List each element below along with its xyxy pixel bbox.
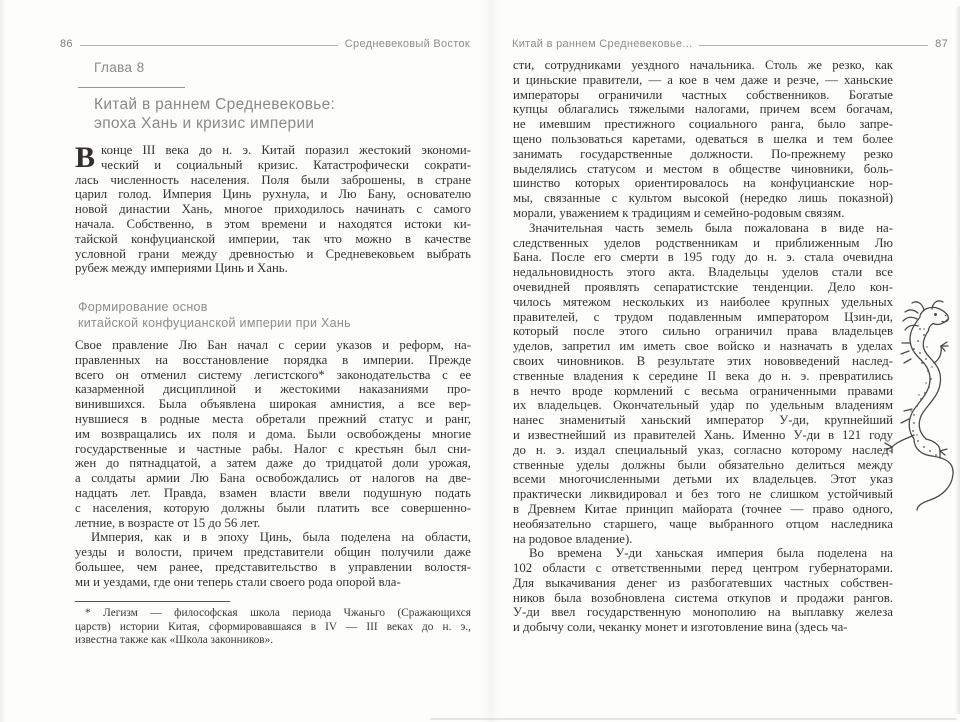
text-line: шинство которых ориентировалось на конфуцианские нор-: [513, 176, 893, 191]
footnote-separator-rule: [75, 601, 230, 602]
left-running-head: [60, 38, 470, 50]
text-line: своих чиновников. В результате этих нововведений наслед-: [513, 353, 893, 368]
text-line: ников была возобновлена система откупов и продажи рангов.: [513, 590, 893, 605]
text-line: Бана. После его смерти в 195 году до н. э. стала очевидна: [513, 250, 893, 265]
text-line: ственные владения к середине II века до н. э. превратились: [513, 368, 893, 383]
text-line: казарменной дисциплиной и жестокими наказаниями про-: [75, 382, 471, 397]
text-line: и циньские правители, — а кое в чем даже и резче, — ханьские: [513, 72, 893, 87]
text-line: и добычу соли, чеканку монет и изготовление вина (здесь ча-: [513, 620, 848, 635]
right-running-head: [512, 38, 948, 50]
section-heading-line2: китайской конфуцианской империи при Хань: [78, 316, 351, 330]
text-line: выделялись статусом и местом в обществе чиновники, боль-: [513, 161, 893, 176]
text-line: щено пользоваться каретами, одеваться в шелка и тем более: [513, 131, 893, 146]
text-line: Во времена У-ди ханьская империя была поделена на: [529, 546, 893, 561]
dropcap-letter: В: [75, 141, 96, 174]
text-line: им возвращались их поля и дома. Были освобождены многие: [75, 426, 471, 441]
text-line: купцы облагались тяжелыми налогами, причем всем богачам,: [513, 102, 893, 117]
text-line: правителей, с трудом подавленным императором Цзин-ди,: [513, 309, 893, 324]
text-line: Свое правление Лю Бан начал с серии указов и реформ, на-: [75, 338, 471, 352]
text-line: а солдаты армии Лю Бана освобождались от налогов на две-: [75, 471, 471, 486]
text-line: морали, уважением к традициям и семейно-родовым связям.: [513, 205, 845, 220]
text-line: ческий и социальный кризис. Катастрофически сократи-: [101, 157, 471, 172]
text-line: занимать государственные должности. По-прежнему резко: [513, 146, 893, 161]
text-line: условной грани между древностью и Средневековьем выбрать: [75, 246, 471, 261]
text-line: нанес знаменитый ханьский император У-ди, крупнейший: [513, 413, 893, 428]
text-line: надцать лет. Правда, взамен власти ввели подушную подать: [75, 485, 471, 500]
left-running-title: Средневековый Восток: [344, 38, 470, 50]
text-line: недальновидность этого акта. Владельцы уделов стали все: [513, 265, 893, 280]
text-line: конце III века до н. э. Китай поразил жестокий экономи-: [101, 143, 471, 157]
left-page-number: 86: [60, 38, 73, 50]
right-running-title: Китай в раннем Средневековье...: [512, 38, 693, 50]
text-line: не имевшим престижного социального ранга, было запре-: [513, 117, 893, 132]
chapter-title: [94, 95, 454, 133]
chapter-label-underline: [78, 87, 185, 88]
paragraph: [75, 143, 471, 276]
scan-edge-bottom: [430, 718, 957, 720]
text-line: новой династии Хань, многое приходилось начинать с самого: [75, 202, 471, 217]
text-line: уделов, запретил им иметь свое войско и назначать в уделах: [513, 339, 893, 354]
text-line: * Легизм — философская школа периода Чжаньго (Сражающихся: [85, 607, 471, 619]
text-line: царств) истории Китая, сформировавшаяся в IV — III веках до н. э.,: [75, 620, 471, 633]
right-body-text: [513, 58, 893, 635]
text-line: очевидней проявлять сепаратистские тенденции. Дело кон-: [513, 279, 893, 294]
text-line: мы, связанные с культом высокой (нередко лишь показной): [513, 191, 893, 206]
text-line: их владельцев. Окончательный удар по удельным владениям: [513, 398, 893, 413]
text-line: на родовое владение).: [513, 531, 633, 546]
text-line: и известнейший из правителей Хань. Именно У-ди в 121 году: [513, 427, 893, 442]
text-line: необязательно старшего, чаще выбранного отцом наследника: [513, 516, 893, 531]
text-line: сти, сотрудниками уездного начальника. Столь же резко, как: [513, 58, 893, 72]
text-line: царил голод. Империя Цинь рухнула, и Лю Бану, основателю: [75, 187, 471, 202]
text-line: с населения, которую должны были платить все совершенно-: [75, 500, 471, 515]
text-line: в нечто вроде кормлений с весьма ограниченными правами: [513, 383, 893, 398]
text-line: У-ди ввел государственную монополию на выплавку железа: [513, 605, 893, 620]
text-line: винившихся. Была объявлена широкая амнистия, а все вер-: [75, 397, 471, 412]
text-line: который после этого сильно ограничил права владельцев: [513, 324, 893, 339]
text-line: большее, чем ранее, представительство в управлении волостя-: [75, 559, 471, 574]
paragraph: [75, 530, 471, 589]
paragraph: [513, 221, 893, 547]
text-line: практически ликвидировал и без того не слишком устойчивый: [513, 487, 893, 502]
text-line: уезды и волости, причем представители общин получили даже: [75, 545, 471, 560]
text-line: лась численность населения. Поля были заброшены, в стране: [75, 172, 471, 187]
text-line: жен до пятнадцатой, а затем даже до тридцатой доли урожая,: [75, 456, 471, 471]
text-line: императоры ограничили частных собственников. Богатые: [513, 87, 893, 102]
chapter-title-line2: эпоха Хань и кризис империи: [94, 115, 315, 132]
text-line: рубеж между империями Цинь и Хань.: [75, 261, 288, 276]
text-line: Значительная часть земель была пожалована в виде на-: [529, 220, 893, 235]
text-line: Для выкачивания денег из разбогатевших частных собствен-: [513, 575, 893, 590]
book-gutter: [480, 0, 502, 722]
text-line: известна также как «Школа законников».: [75, 634, 274, 647]
text-line: всего он отменил систему легистского* законодательства с ее: [75, 367, 471, 382]
text-line: государственные и частные рабы. Налог с крестьян был сни-: [75, 441, 471, 456]
text-line: тайской конфуцианской империи, так что можно в качестве: [75, 231, 471, 246]
text-line: Империя, как и в эпоху Цинь, была поделена на области,: [91, 530, 471, 545]
scan-edge-left: [0, 0, 6, 722]
text-line: правленных на восстановление порядка в империи. Прежде: [75, 352, 471, 367]
text-line: ственные уделы должны были обязательно делиться между: [513, 457, 893, 472]
text-line: ми и уездами, где они теперь стали своего рода опорой вла-: [75, 574, 401, 589]
text-line: нувшиеся в родные места обретали прежний статус и ранг,: [75, 411, 471, 426]
chinese-dragon-illustration: [884, 299, 958, 515]
section-heading: [78, 299, 470, 331]
right-page-number: 87: [935, 38, 948, 50]
footnote: [75, 607, 471, 648]
left-body-text: [75, 338, 471, 590]
chapter-title-line1: Китай в раннем Средневековье:: [94, 96, 336, 113]
text-line: летние, в возрасте от 15 до 56 лет.: [75, 515, 261, 530]
paragraph: [513, 58, 893, 221]
chapter-label: Глава 8: [94, 60, 145, 75]
text-line: до н. э. издал специальный указ, согласно которому наслед-: [513, 442, 893, 457]
section-heading-line1: Формирование основ: [78, 300, 208, 314]
text-line: чилось мятежом нескольких из наиболее крупных удельных: [513, 294, 893, 309]
text-line: 102 области с ответственными перед центром губернаторами.: [513, 561, 893, 576]
left-running-head-rule: [80, 45, 338, 46]
paragraph: [513, 546, 893, 635]
left-paragraph-1: [75, 143, 471, 276]
paragraph: [75, 338, 471, 530]
dragon-line-art: [884, 299, 958, 515]
text-line: следственных уделов родственникам и приближенным Лю: [513, 235, 893, 250]
text-line: всеми многочисленными детьми их владельцев. Этот указ: [513, 472, 893, 487]
right-running-head-rule: [699, 45, 928, 46]
text-line: начала. Собственно, в этом времени и находятся истоки ки-: [75, 216, 471, 231]
text-line: в Древнем Китае принцип майората (точнее — право одного,: [513, 501, 893, 516]
